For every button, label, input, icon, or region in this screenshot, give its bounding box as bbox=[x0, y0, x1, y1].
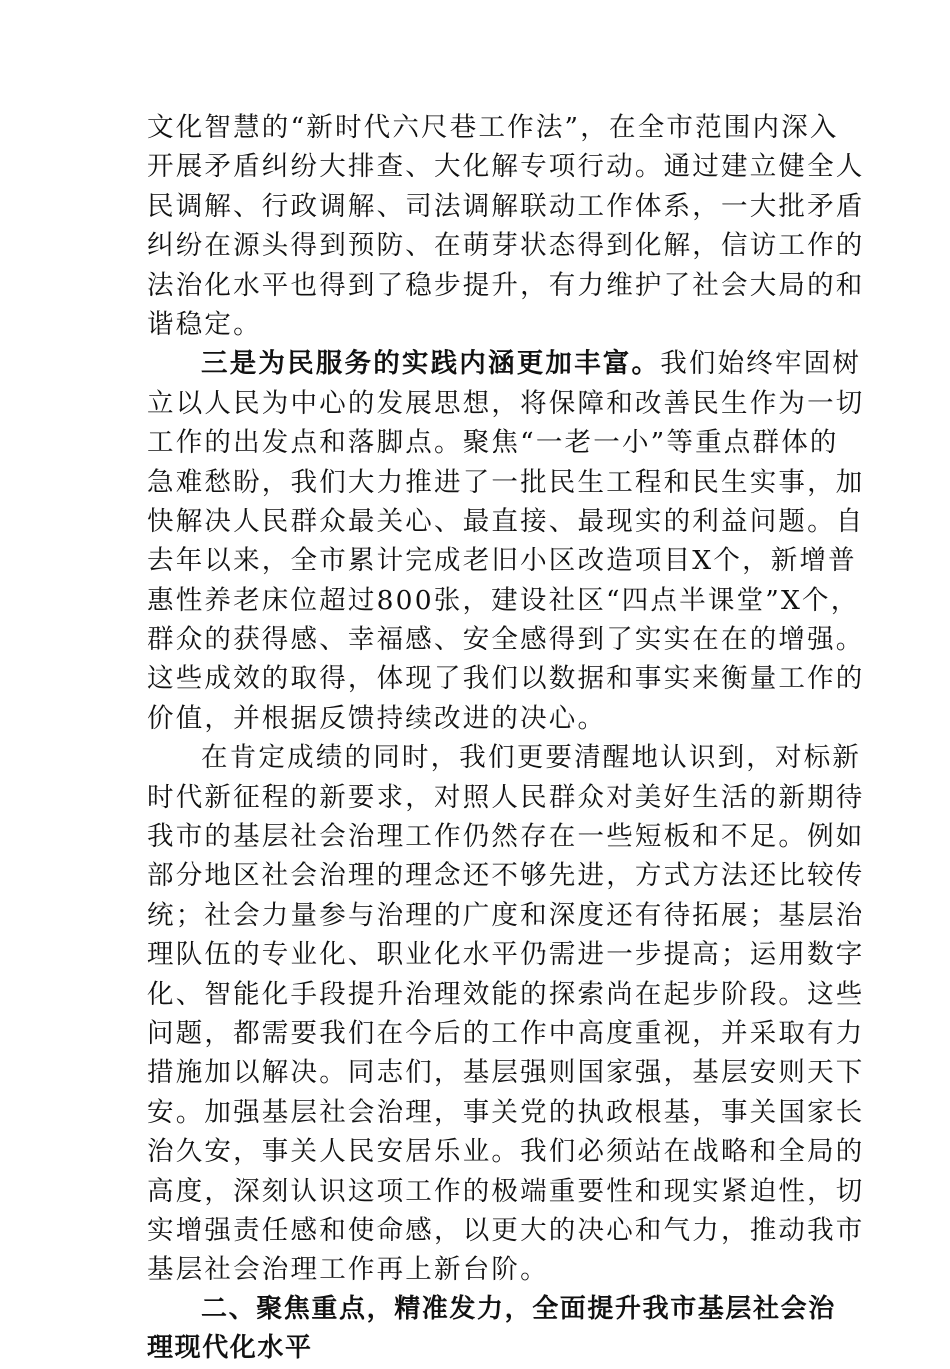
paragraph-first-line bbox=[147, 344, 862, 383]
section-heading-continued: 理现代化水平 bbox=[147, 1333, 313, 1364]
paragraph-line: 时代新征程的新要求，对照人民群众对美好生活的新期待 bbox=[147, 781, 865, 813]
paragraph-line: 工作的出发点和落脚点。聚焦“一老一小”等重点群体的 bbox=[147, 427, 839, 459]
paragraph-line: 谐稳定。 bbox=[147, 308, 262, 340]
paragraph-line: 快解决人民群众最关心、最直接、最现实的利益问题。自 bbox=[147, 505, 865, 537]
body-text bbox=[147, 108, 865, 1369]
paragraph-line: 实增强责任感和使命感，以更大的决心和气力，推动我市 bbox=[147, 1214, 865, 1246]
paragraph-line: 我市的基层社会治理工作仍然存在一些短板和不足。例如 bbox=[147, 821, 865, 853]
paragraph-line: 措施加以解决。同志们，基层强则国家强，基层安则天下 bbox=[147, 1057, 865, 1089]
paragraph-line: 安。加强基层社会治理，事关党的执政根基，事关国家长 bbox=[147, 1096, 865, 1128]
paragraph-line: 高度，深刻认识这项工作的极端重要性和现实紧迫性，切 bbox=[147, 1175, 865, 1207]
paragraph-line: 问题，都需要我们在今后的工作中高度重视，并采取有力 bbox=[147, 1017, 865, 1049]
paragraph-line: 急难愁盼，我们大力推进了一批民生工程和民生实事，加 bbox=[147, 466, 865, 498]
paragraph-line: 统；社会力量参与治理的广度和深度还有待拓展；基层治 bbox=[147, 899, 865, 931]
paragraph-line: 群众的获得感、幸福感、安全感得到了实实在在的增强。 bbox=[147, 624, 865, 656]
paragraph-line: 去年以来，全市累计完成老旧小区改造项目X个，新增普 bbox=[147, 545, 857, 577]
paragraph-line: 文化智慧的“新时代六尺巷工作法”，在全市范围内深入 bbox=[147, 112, 839, 143]
paragraph-line: 这些成效的取得，体现了我们以数据和事实来衡量工作的 bbox=[147, 663, 865, 695]
paragraph-line: 价值，并根据反馈持续改进的决心。 bbox=[147, 702, 607, 734]
paragraph-lead-bold: 三是为民服务的实践内涵更加丰富。 bbox=[201, 348, 661, 380]
section-heading: 二、聚焦重点，精准发力，全面提升我市基层社会治 bbox=[201, 1293, 836, 1324]
paragraph-line: 基层社会治理工作再上新台阶。 bbox=[147, 1254, 549, 1286]
paragraph-first-line: 在肯定成绩的同时，我们更要清醒地认识到，对标新 bbox=[201, 742, 862, 774]
paragraph-line: 开展矛盾纠纷大排查、大化解专项行动。通过建立健全人 bbox=[147, 151, 865, 183]
paragraph-line: 理队伍的专业化、职业化水平仍需进一步提高；运用数字 bbox=[147, 939, 865, 971]
paragraph-lead-rest: 我们始终牢固树 bbox=[660, 348, 862, 380]
paragraph-line: 化、智能化手段提升治理效能的探索尚在起步阶段。这些 bbox=[147, 978, 865, 1010]
paragraph-line: 纠纷在源头得到预防、在萌芽状态得到化解，信访工作的 bbox=[147, 230, 865, 262]
paragraph-line: 惠性养老床位超过800张，建设社区“四点半课堂”X个， bbox=[147, 584, 860, 616]
paragraph-line: 法治化水平也得到了稳步提升，有力维护了社会大局的和 bbox=[147, 269, 865, 301]
paragraph-line: 立以人民为中心的发展思想，将保障和改善民生作为一切 bbox=[147, 387, 865, 419]
paragraph-line: 部分地区社会治理的理念还不够先进，方式方法还比较传 bbox=[147, 860, 865, 892]
paragraph-line: 民调解、行政调解、司法调解联动工作体系，一大批矛盾 bbox=[147, 190, 865, 222]
paragraph-line: 治久安，事关人民安居乐业。我们必须站在战略和全局的 bbox=[147, 1136, 865, 1168]
